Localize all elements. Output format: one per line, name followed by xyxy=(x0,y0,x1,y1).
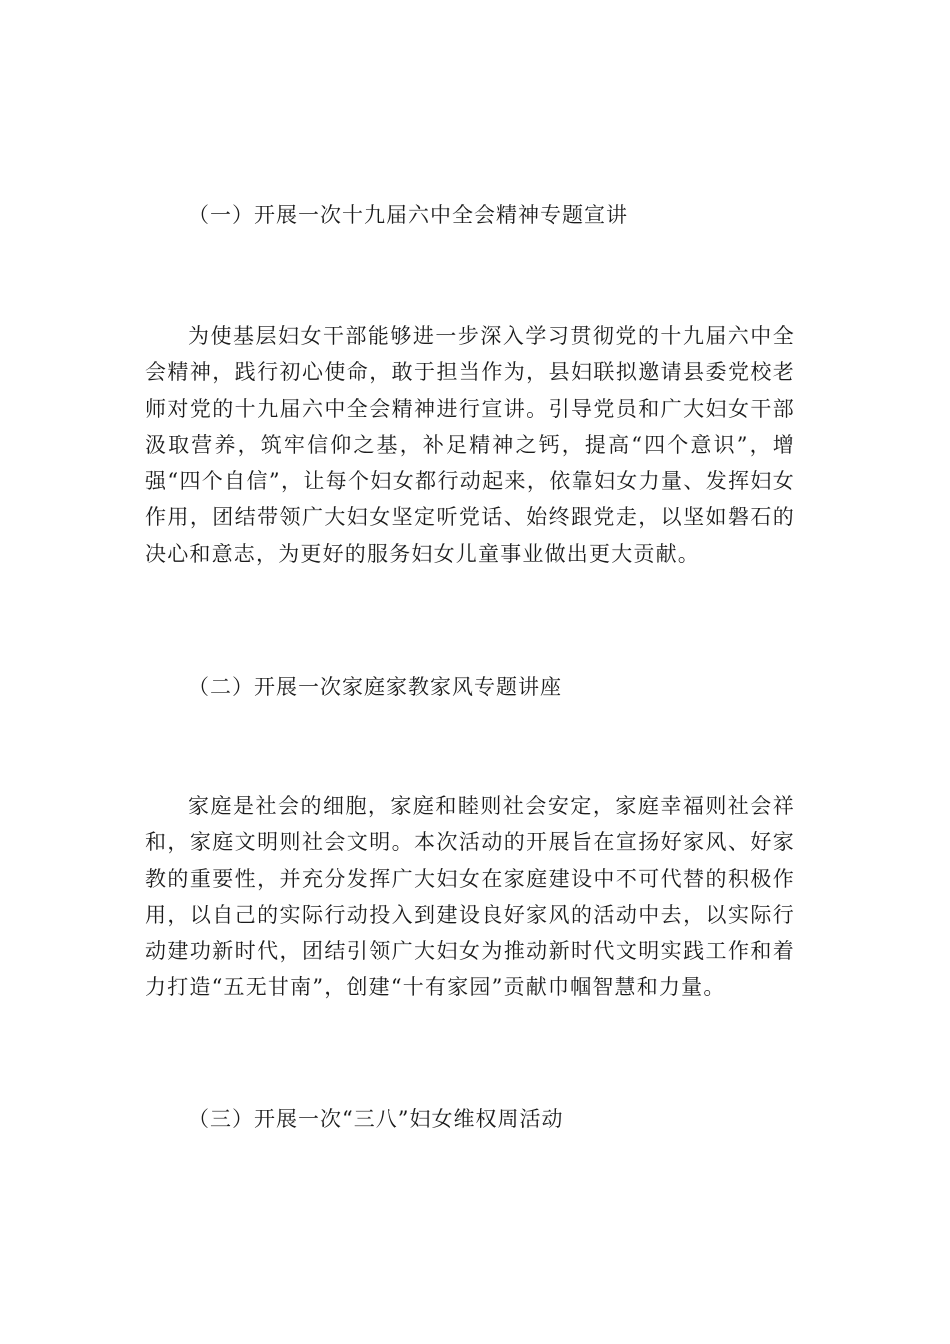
section-1-paragraph: 为使基层妇女干部能够进一步深入学习贯彻党的十九届六中全会精神，践行初心使命，敢于担当作为，县妇联拟邀请县委党校老师对党的十九届六中全会精神进行宣讲。引导党员和广大妇女干部汲取营养，筑牢信仰之基，补足精神之钙，提高“四个意识”，增强“四个自信”，让每个妇女都行动起来，依靠妇女力量、发挥妇女作用，团结带领广大妇女坚定听党话、始终跟党走，以坚如磐石的决心和意志，为更好的服务妇女儿童事业做出更大贡献。 xyxy=(145,324,795,566)
section-2-heading: （二）开展一次家庭家教家风专题讲座 xyxy=(188,675,562,699)
section-2-paragraph: 家庭是社会的细胞，家庭和睦则社会安定，家庭幸福则社会祥和，家庭文明则社会文明。本次活动的开展旨在宣扬好家风、好家教的重要性，并充分发挥广大妇女在家庭建设中不可代替的积极作用，以自己的实际行动投入到建设良好家风的活动中去，以实际行动建功新时代，团结引领广大妇女为推动新时代文明实践工作和着力打造“五无甘南”，创建“十有家园”贡献巾帼智慧和力量。 xyxy=(145,794,795,1000)
section-1-heading: （一）开展一次十九届六中全会精神专题宣讲 xyxy=(188,203,628,227)
section-3-heading: （三）开展一次“三八”妇女维权周活动 xyxy=(188,1107,564,1131)
